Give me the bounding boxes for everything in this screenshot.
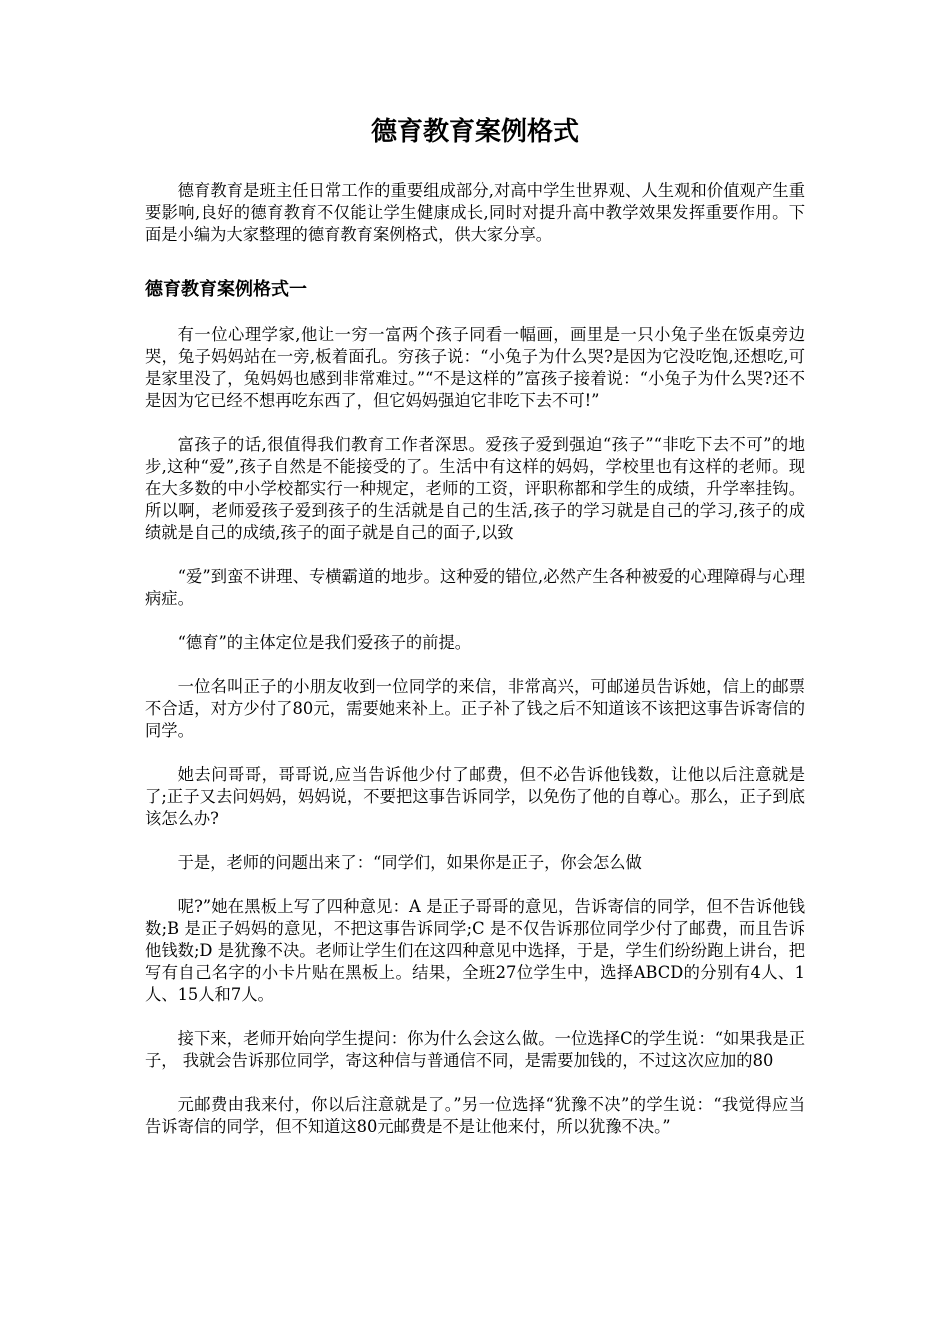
body-paragraph: 有一位心理学家,他让一穷一富两个孩子同看一幅画，画里是一只小兔子坐在饭桌旁边哭，兔子妈妈站在一旁,板着面孔。穷孩子说：“小兔子为什么哭?是因为它没吃饱,还想吃,可是家里没了，兔妈妈也感到非常难过。”“不是这样的”富孩子接着说：“小兔子为什么哭?还不是因为它已经不想再吃东西了，但它妈妈强迫它非吃下去不可!” — [145, 325, 805, 410]
body-paragraph: 呢?”她在黑板上写了四种意见：A 是正子哥哥的意见，告诉寄信的同学，但不告诉他钱数;B 是正子妈妈的意见，不把这事告诉同学;C 是不仅告诉那位同学少付了邮费，而且告诉他钱数;D 是犹豫不决。老师让学生们在这四种意见中选择，于是，学生们纷纷跑上讲台，把写有自己名字的小卡片贴在黑板上。结果，全班27位学生中，选择ABCD的分别有4人、1人、15人和7人。 — [145, 897, 805, 1004]
body-paragraph: 接下来，老师开始向学生提问：你为什么会这么做。一位选择C的学生说：“如果我是正子， 我就会告诉那位同学，寄这种信与普通信不同，是需要加钱的，不过这次应加的80 — [145, 1029, 805, 1070]
body-paragraph: “德育”的主体定位是我们爱孩子的前提。 — [177, 633, 472, 652]
intro-paragraph: 德育教育是班主任日常工作的重要组成部分,对高中学生世界观、人生观和价值观产生重要影响,良好的德育教育不仅能让学生健康成长,同时对提升高中教学效果发挥重要作用。下面是小编为大家整理的德育教育案例格式，供大家分享。 — [145, 181, 805, 244]
body-paragraph: “爱”到蛮不讲理、专横霸道的地步。这种爱的错位,必然产生各种被爱的心理障碍与心理病症。 — [145, 567, 805, 608]
body-paragraph: 富孩子的话,很值得我们教育工作者深思。爱孩子爱到强迫“孩子”“非吃下去不可”的地步,这种“爱”,孩子自然是不能接受的了。生活中有这样的妈妈，学校里也有这样的老师。现在大多数的中小学校都实行一种规定，老师的工资，评职称都和学生的成绩，升学率挂钩。所以啊，老师爱孩子爱到孩子的生活就是自己的生活,孩子的学习就是自己的学习,孩子的成绩就是自己的成绩,孩子的面子就是自己的面子,以致 — [145, 435, 805, 542]
body-paragraph: 一位名叫正子的小朋友收到一位同学的来信，非常高兴，可邮递员告诉她，信上的邮票不合适，对方少付了80元，需要她来补上。正子补了钱之后不知道该不该把这事告诉寄信的同学。 — [145, 677, 805, 740]
section-heading: 德育教育案例格式一 — [145, 279, 307, 300]
body-paragraph: 元邮费由我来付，你以后注意就是了。”另一位选择“犹豫不决”的学生说：“我觉得应当告诉寄信的同学，但不知道这80元邮费是不是让他来付，所以犹豫不决。” — [145, 1095, 805, 1136]
document-title: 德育教育案例格式 — [370, 117, 579, 147]
body-paragraph: 于是，老师的问题出来了：“同学们，如果你是正子，你会怎么做 — [177, 853, 642, 872]
document-page — [145, 112, 805, 1160]
body-paragraph: 她去问哥哥，哥哥说,应当告诉他少付了邮费，但不必告诉他钱数，让他以后注意就是了;正子又去问妈妈，妈妈说，不要把这事告诉同学，以免伤了他的自尊心。那么，正子到底该怎么办? — [145, 765, 805, 828]
